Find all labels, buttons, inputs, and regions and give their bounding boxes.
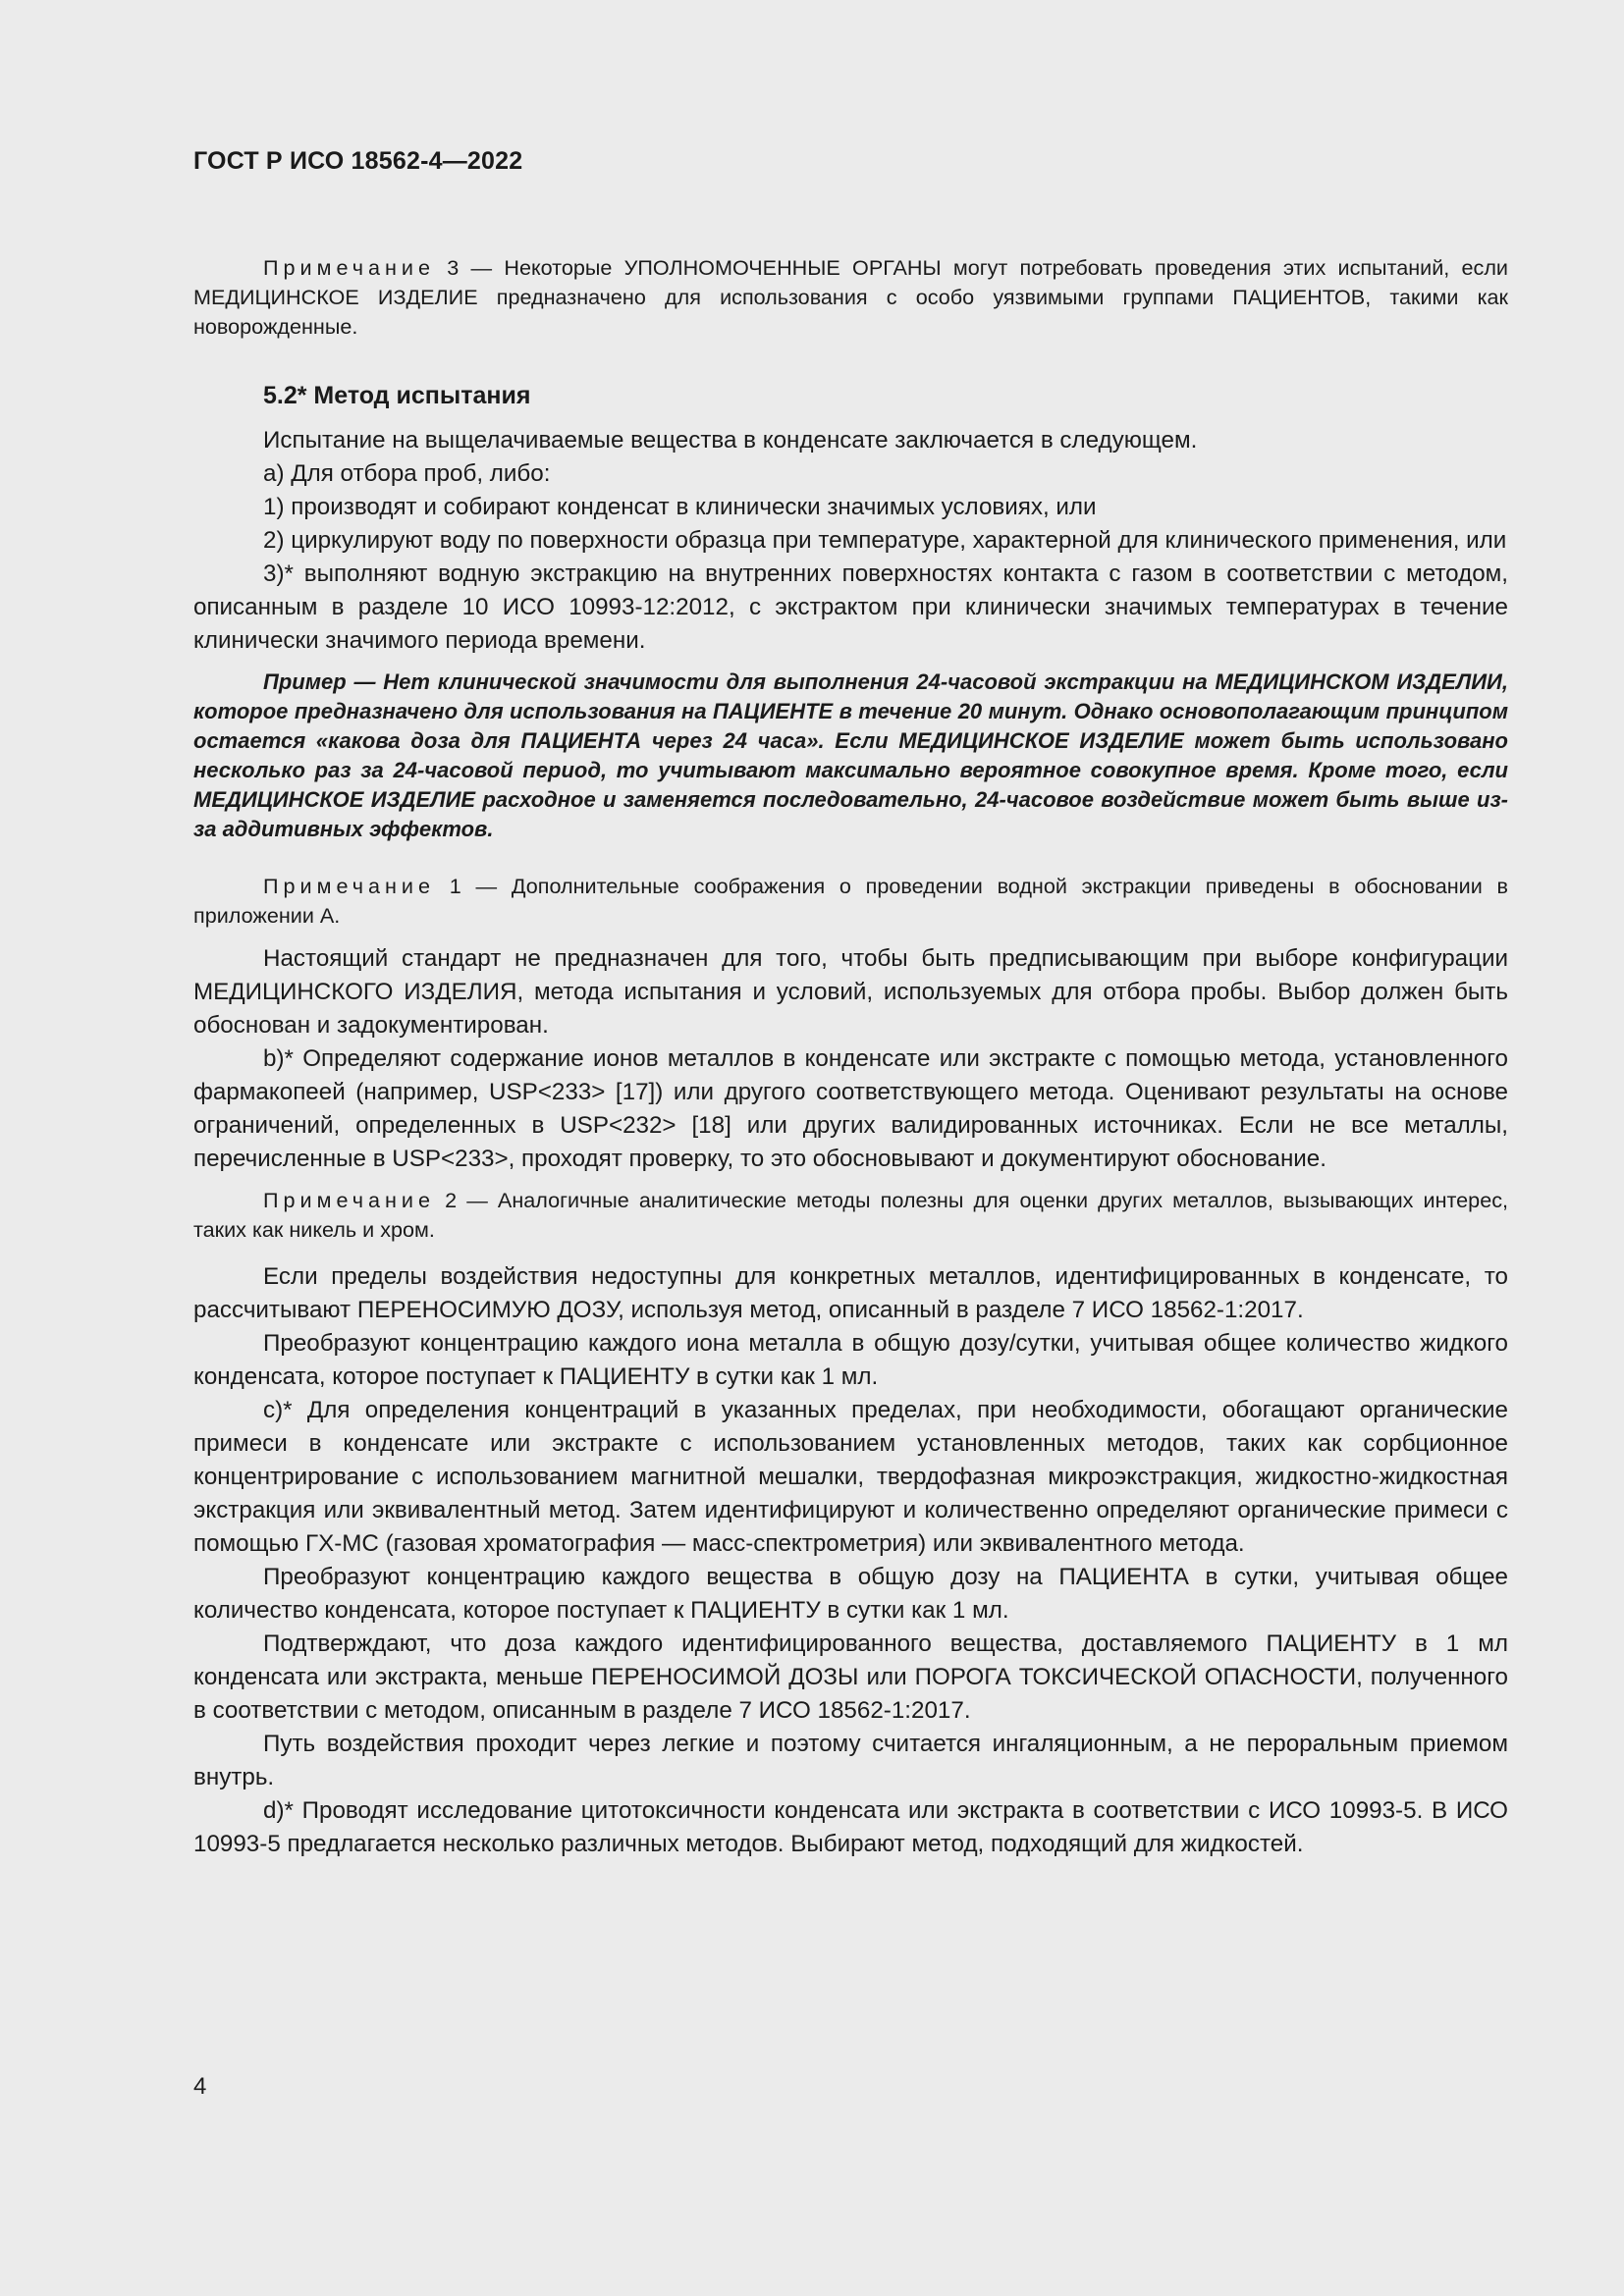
paragraph-route: Путь воздействия проходит через легкие и поэтому считается ингаляционным, а не пероральным приемом внутрь. <box>193 1731 1508 1790</box>
note-1-label: Примечание <box>263 874 435 898</box>
page-number: 4 <box>193 2073 207 2100</box>
paragraph-a: a) Для отбора проб, либо: <box>263 460 551 487</box>
paragraph-c: c)* Для определения концентраций в указанных пределах, при необходимости, обогащают органические примеси в конденсате или экстракте с использованием установленных методов, таких как сорбционное концентрирование с использованием магнитной мешалки, твердофазная микроэкстракция, жидкостно-жидкостная экстракция или эквивалентный метод. Затем идентифицируют и количественно определяют органические примеси с помощью ГХ-МС (газовая хроматография — масс-спектрометрия) или эквивалентного метода. <box>193 1397 1508 1557</box>
note-3-text: 3 — Некоторые УПОЛНОМОЧЕННЫЕ ОРГАНЫ могут потребовать проведения этих испытаний, если МЕДИЦИНСКОЕ ИЗДЕЛИЕ предназначено для использования с особо уязвимыми группами ПАЦИЕНТОВ, такими как новорожденные. <box>193 255 1508 339</box>
paragraph-standard: Настоящий стандарт не предназначен для того, чтобы быть предписывающим при выборе конфигурации МЕДИЦИНСКОГО ИЗДЕЛИЯ, метода испытания и условий, используемых для отбора пробы. Выбор должен быть обоснован и задокументирован. <box>193 945 1508 1039</box>
note-1 <box>193 872 1508 931</box>
paragraph-a2: 2) циркулируют воду по поверхности образца при температуре, характерной для клинического применения, или <box>263 527 1507 554</box>
note-2-label: Примечание <box>263 1188 435 1212</box>
paragraph-b: b)* Определяют содержание ионов металлов в конденсате или экстракте с помощью метода, установленного фармакопеей (например, USP<233> [17]) или другого соответствующего метода. Оценивают результаты на основе ограничений, определенных в USP<232> [18] или других валидированных источниках. Если не все металлы, перечисленные в USP<233>, проходят проверку, то это обосновывают и документируют обоснование. <box>193 1045 1508 1172</box>
paragraph-a1: 1) производят и собирают конденсат в клинически значимых условиях, или <box>263 494 1097 520</box>
example-paragraph: Пример — Нет клинической значимости для выполнения 24-часовой экстракции на МЕДИЦИНСКОМ ИЗДЕЛИИ, которое предназначено для использования на ПАЦИЕНТЕ в течение 20 минут. Однако основополагающим принципом остается «какова доза для ПАЦИЕНТА через 24 часа». Если МЕДИЦИНСКОЕ ИЗДЕЛИЕ может быть использовано несколько раз за 24-часовой период, то учитывают максимально вероятное совокупное время. Кроме того, если МЕДИЦИНСКОЕ ИЗДЕЛИЕ расходное и заменяется последовательно, 24-часовое воздействие может быть выше из-за аддитивных эффектов. <box>193 669 1508 841</box>
note-1-text: 1 — Дополнительные соображения о проведении водной экстракции приведены в обосновании в приложении А. <box>193 874 1508 928</box>
section-title: 5.2* Метод испытания <box>263 382 531 409</box>
document-header: ГОСТ Р ИСО 18562-4—2022 <box>193 147 523 175</box>
paragraph-a3: 3)* выполняют водную экстракцию на внутренних поверхностях контакта с газом в соответствии с методом, описанным в разделе 10 ИСО 10993-12:2012, с экстрактом при клинически значимых температурах в течение клинически значимого периода времени. <box>193 561 1508 654</box>
note-2 <box>193 1186 1508 1245</box>
note-3 <box>193 253 1508 342</box>
page-content <box>193 253 1508 1861</box>
paragraph-convert-metal: Преобразуют концентрацию каждого иона металла в общую дозу/сутки, учитывая общее количество жидкого конденсата, которое поступает к ПАЦИЕНТУ в сутки как 1 мл. <box>193 1330 1508 1390</box>
paragraph-limits: Если пределы воздействия недоступны для конкретных металлов, идентифицированных в конденсате, то рассчитывают ПЕРЕНОСИМУЮ ДОЗУ, используя метод, описанный в разделе 7 ИСО 18562-1:2017. <box>193 1263 1508 1323</box>
paragraph-intro: Испытание на выщелачиваемые вещества в конденсате заключается в следующем. <box>263 427 1198 454</box>
note-2-text: 2 — Аналогичные аналитические методы полезны для оценки других металлов, вызывающих интерес, таких как никель и хром. <box>193 1188 1508 1242</box>
paragraph-confirm: Подтверждают, что доза каждого идентифицированного вещества, доставляемого ПАЦИЕНТУ в 1 мл конденсата или экстракта, меньше ПЕРЕНОСИМОЙ ДОЗЫ или ПОРОГА ТОКСИЧЕСКОЙ ОПАСНОСТИ, полученного в соответствии с методом, описанным в разделе 7 ИСО 18562-1:2017. <box>193 1630 1508 1724</box>
paragraph-d: d)* Проводят исследование цитотоксичности конденсата или экстракта в соответствии с ИСО 10993-5. В ИСО 10993-5 предлагается несколько различных методов. Выбирают метод, подходящий для жидкостей. <box>193 1797 1508 1857</box>
note-3-label: Примечание <box>263 255 435 280</box>
paragraph-convert-substance: Преобразуют концентрацию каждого вещества в общую дозу на ПАЦИЕНТА в сутки, учитывая общее количество конденсата, которое поступает к ПАЦИЕНТУ в сутки как 1 мл. <box>193 1564 1508 1624</box>
